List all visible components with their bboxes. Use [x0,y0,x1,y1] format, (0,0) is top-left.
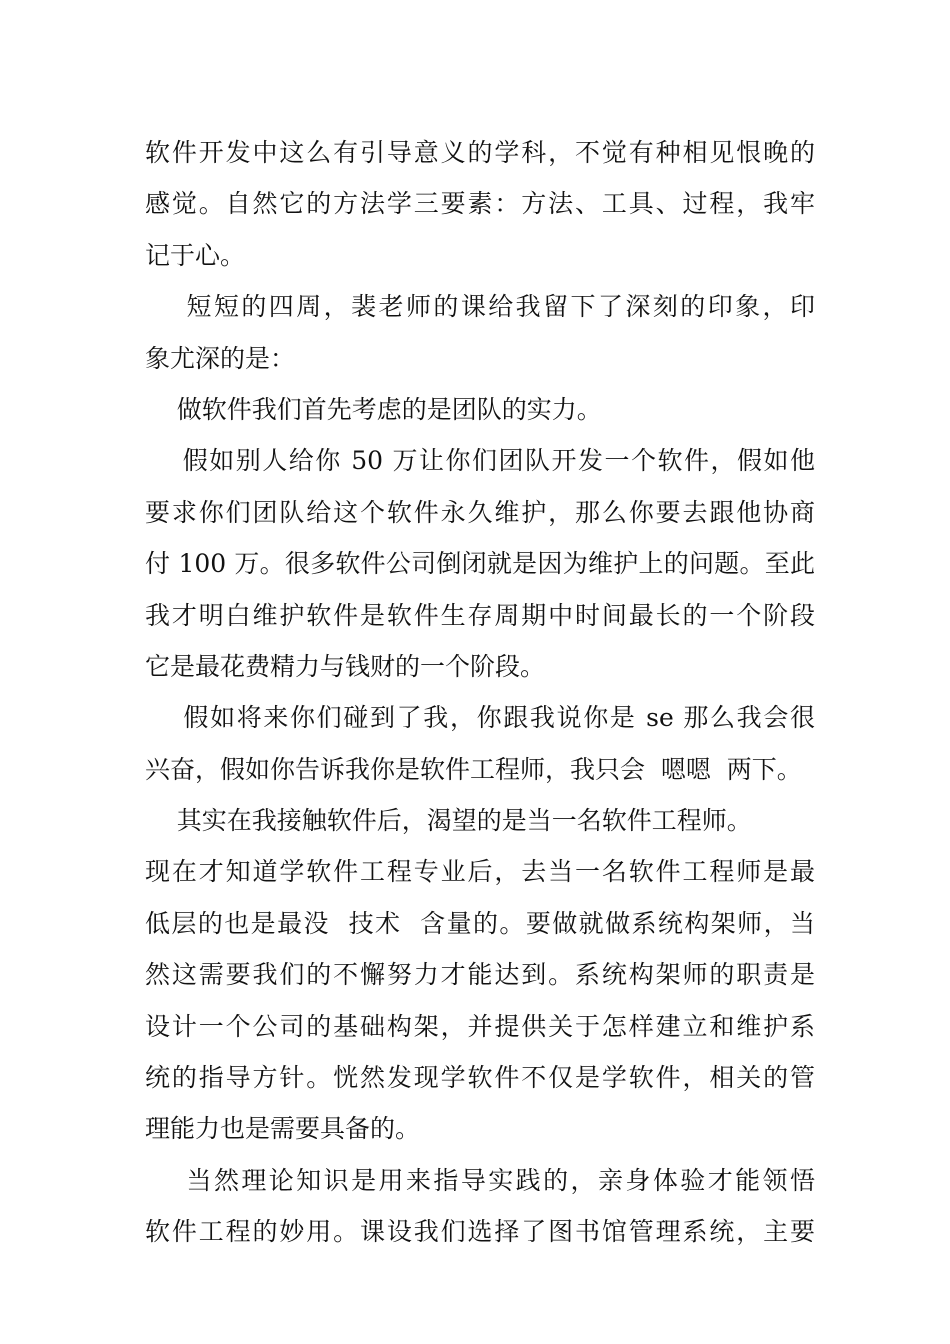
text-line-14: 其实在我接触软件后，渴望的是当一名软件工程师。 [145,806,752,836]
text-line-10: 我才明白维护软件是软件生存周期中时间最长的一个阶段 [145,600,815,630]
text-line-7: 假如别人给你 50 万让你们团队开发一个软件，假如他 [145,446,815,476]
text-line-20: 理能力也是需要具备的。 [145,1114,421,1144]
text-line-1: 软件开发中这么有引导意义的学科，不觉有种相见恨晚的 [145,138,815,167]
text-line-4: 短短的四周，裴老师的课给我留下了深刻的印象，印 [145,292,815,322]
text-line-19: 统的指导方针。恍然发现学软件不仅是学软件，相关的管 [145,1063,815,1093]
text-line-3: 记于心。 [145,240,246,270]
document-body [145,127,815,1258]
text-line-15: 现在才知道学软件工程专业后，去当一名软件工程师是最 [145,857,815,887]
text-line-22: 软件工程的妙用。课设我们选择了图书馆管理系统，主要 [145,1217,815,1247]
text-line-21: 当然理论知识是用来指导实践的，亲身体验才能领悟 [145,1165,815,1195]
text-line-6: 做软件我们首先考虑的是团队的实力。 [145,394,602,424]
text-line-5: 象尤深的是： [145,343,296,373]
text-line-17: 然这需要我们的不懈努力才能达到。系统构架师的职责是 [145,960,815,990]
text-line-13: 兴奋，假如你告诉我你是软件工程师，我只会 嗯嗯 两下。 [145,754,802,784]
text-line-2: 感觉。自然它的方法学三要素：方法、工具、过程，我牢 [145,189,815,219]
text-line-9: 付 100 万。很多软件公司倒闭就是因为维护上的问题。至此 [145,549,815,579]
text-line-11: 它是最花费精力与钱财的一个阶段。 [145,651,546,681]
text-line-16: 低层的也是最没 技术 含量的。要做就做系统构架师，当 [145,908,815,938]
text-line-8: 要求你们团队给这个软件永久维护，那么你要去跟他协商 [145,497,815,527]
text-line-18: 设计一个公司的基础构架，并提供关于怎样建立和维护系 [145,1011,815,1041]
text-line-12: 假如将来你们碰到了我，你跟我说你是 se 那么我会很 [145,703,815,733]
